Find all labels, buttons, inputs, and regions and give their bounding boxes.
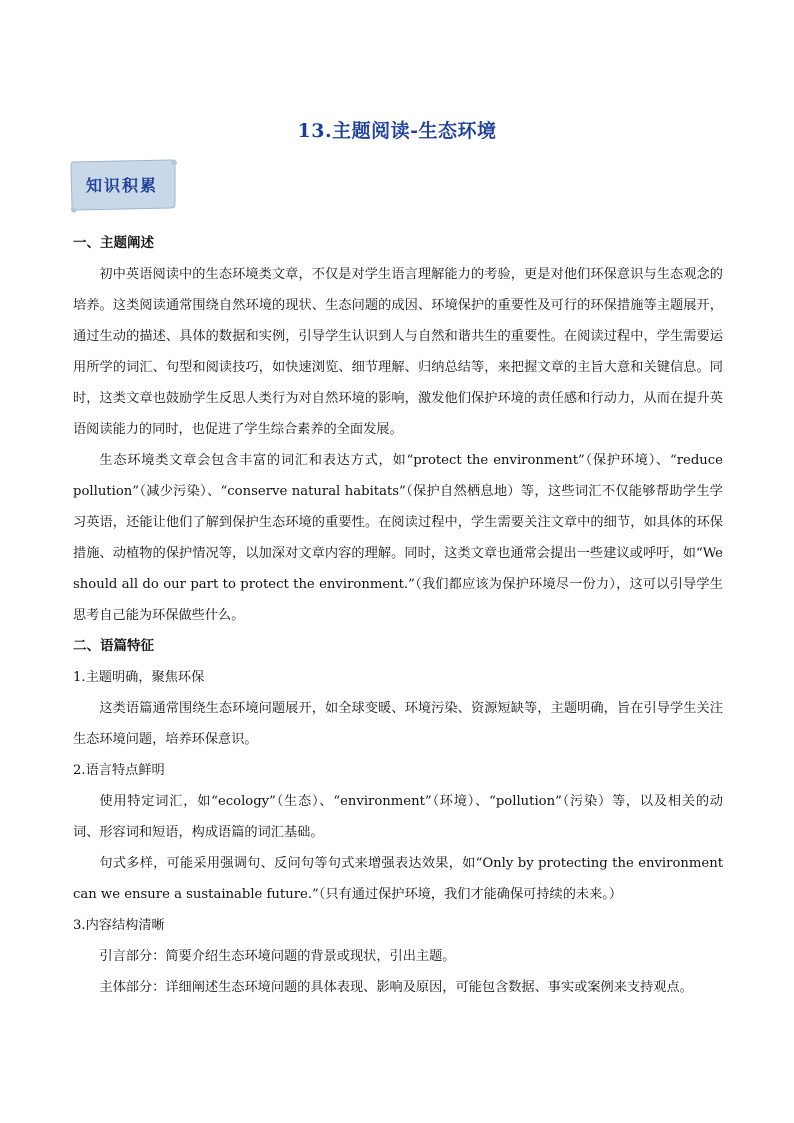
page-title: 13.主题阅读-生态环境 <box>297 120 497 142</box>
section-heading: 二、语篇特征 <box>73 638 154 654</box>
section-banner <box>67 156 181 214</box>
paragraph: 初中英语阅读中的生态环境类文章，不仅是对学生语言理解能力的考验，更是对他们环保意识与生态观念的培养。这类阅读通常围绕自然环境的现状、生态问题的成因、环境保护的重要性及可行的环保措施等主题展开，通过生动的描述、具体的数据和实例，引导学生认识到人与自然和谐共生的重要性。在阅读过程中，学生需要运用所学的词汇、句型和阅读技巧，如快速浏览、细节理解、归纳总结等，来把握文章的主旨大意和关键信息。同时，这类文章也鼓励学生反思人类行为对自然环境的影响，激发他们保护环境的责任感和行动力，从而在提升英语阅读能力的同时，也促进了学生综合素养的全面发展。 <box>73 267 723 437</box>
subheading: 3.内容结构清晰 <box>73 918 165 933</box>
paragraph: 主体部分：详细阐述生态环境问题的具体表现、影响及原因，可能包含数据、事实或案例来支持观点。 <box>99 980 693 995</box>
paragraph: 句式多样，可能采用强调句、反问句等句式来增强表达效果，如“Only by protecting the environment can we ensure a sustainable future.”（只有通过保护环境，我们才能确保可持续的未来。） <box>73 856 723 902</box>
paragraph: 引言部分：简要介绍生态环境问题的背景或现状，引出主题。 <box>99 949 456 964</box>
subheading: 2.语言特点鲜明 <box>73 763 165 778</box>
paragraph: 生态环境类文章会包含丰富的词汇和表达方式，如“protect the environment”（保护环境）、“reduce pollution”（减少污染）、“conserve natural habitats”（保护自然栖息地）等，这些词汇不仅能够帮助学生学习英语，还能让他们了解到保护生态环境的重要性。在阅读过程中，学生需要关注文章中的细节，如具体的环保措施、动植物的保护情况等，以加深对文章内容的理解。同时，这类文章也通常会提出一些建议或呼吁，如“We should all do our part to protect the environment.”（我们都应该为保护环境尽一份力），这可以引导学生思考自己能为环保做些什么。 <box>73 453 723 623</box>
paragraph: 这类语篇通常围绕生态环境问题展开，如全球变暖、环境污染、资源短缺等，主题明确，旨在引导学生关注生态环境问题，培养环保意识。 <box>73 701 723 747</box>
subheading: 1.主题明确，聚焦环保 <box>73 670 205 685</box>
banner-label: 知识积累 <box>85 176 158 195</box>
section-heading: 一、主题阐述 <box>73 235 154 251</box>
document-body <box>73 228 723 1003</box>
paragraph: 使用特定词汇，如“ecology”（生态）、“environment”（环境）、“pollution”（污染）等，以及相关的动词、形容词和短语，构成语篇的词汇基础。 <box>73 794 723 840</box>
